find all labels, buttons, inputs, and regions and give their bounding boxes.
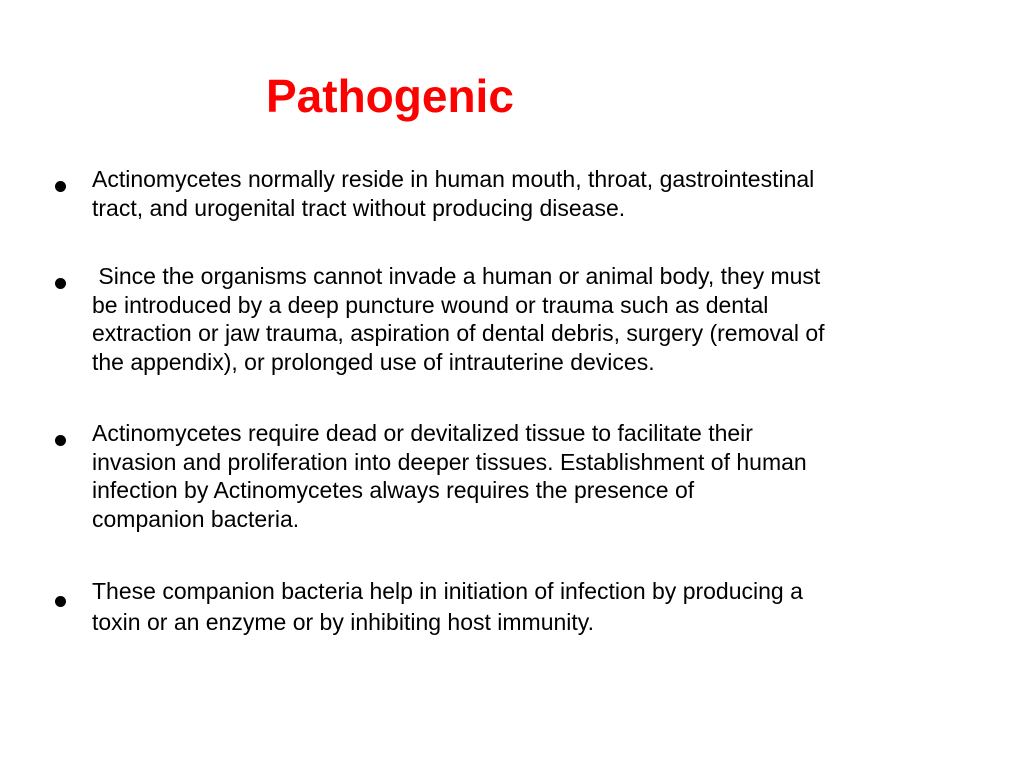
bullet-text-line: invasion and proliferation into deeper tissues. Establishment of human [92, 448, 807, 475]
bullet-text [92, 419, 972, 533]
bullet-dot-icon [55, 278, 66, 289]
bullet-text-line: extraction or jaw trauma, aspiration of dental debris, surgery (removal of [92, 320, 825, 346]
bullet-dot-icon [55, 435, 66, 446]
slide-title: Pathogenic [266, 70, 514, 122]
bullet-text-line: infection by Actinomycetes always requires the presence of [92, 477, 695, 503]
bullet-text-line: be introduced by a deep puncture wound or trauma such as dental [92, 291, 769, 318]
bullet-text-line: Since the organisms cannot invade a human or animal body, they must [92, 263, 821, 289]
bullet-text [92, 576, 972, 638]
bullet-text [92, 262, 972, 376]
bullet-text-line: the appendix), or prolonged use of intrauterine devices. [92, 348, 655, 375]
bullet-text-line: These companion bacteria help in initiation of infection by producing a [92, 578, 803, 604]
bullet-dot-icon [55, 596, 66, 607]
bullet-text-line: Actinomycetes require dead or devitalized tissue to facilitate their [92, 420, 753, 446]
bullet-text-line: companion bacteria. [92, 505, 300, 532]
bullet-text [92, 165, 972, 222]
bullet-text-line: toxin or an enzyme or by inhibiting host immunity. [92, 609, 594, 635]
bullet-text-line: Actinomycetes normally reside in human mouth, throat, gastrointestinal [92, 166, 815, 192]
bullet-dot-icon [55, 181, 66, 192]
bullet-text-line: tract, and urogenital tract without producing disease. [92, 194, 626, 221]
